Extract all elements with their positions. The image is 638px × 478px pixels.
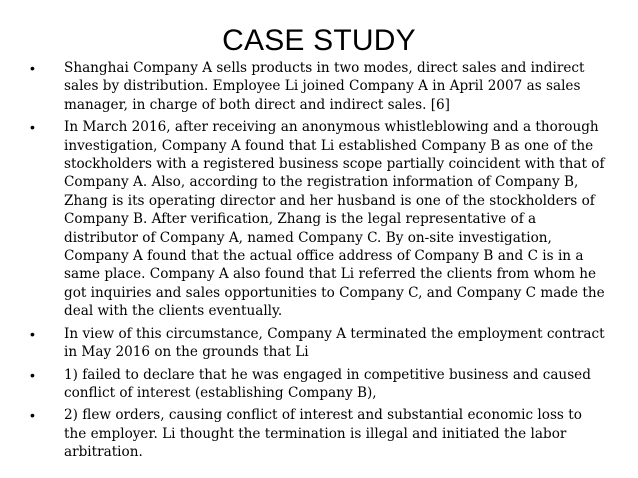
- list-item: [30, 406, 605, 461]
- bullet-text: In March 2016, after receiving an anonymous whistleblowing and a thorough investigation, Company A found that Li established Company B as one of the stockholders with a registered business scope partially coincident with that of Company A. Also, according to the registration information of Company B, Zhang is its operating director and her husband is one of the stockholders of Company B. After verification, Zhang is the legal representative of a distributor of Company A, named Company C. By on-site investigation, Company A found that the actual office address of Company B and C is in a same place. Company A also found that Li referred the clients from whom he got inquiries and sales opportunities to Company C, and Company C made the deal with the clients eventually.: [64, 119, 605, 320]
- bullet-dot-icon: •: [30, 60, 35, 76]
- list-item: [30, 366, 605, 403]
- bullet-text: 1) failed to declare that he was engaged in competitive business and caused conflict of interest (establishing Company B),: [64, 366, 591, 401]
- bullet-dot-icon: •: [30, 366, 35, 383]
- bullet-list: [30, 59, 605, 466]
- bullet-text: Shanghai Company A sells products in two modes, direct sales and indirect sales by distribution. Employee Li joined Company A in April 2007 as sales manager, in charge of both direct and indirect sales. [6]: [64, 60, 585, 113]
- list-item: [30, 118, 605, 320]
- bullet-text: In view of this circumstance, Company A terminated the employment contract in May 2016 on the grounds that Li: [64, 325, 605, 361]
- bullet-text: 2) flew orders, causing conflict of interest and substantial economic loss to the employer. Li thought the termination is illegal and initiated the labor arbitration.: [64, 407, 582, 461]
- slide-title: CASE STUDY: [222, 24, 416, 57]
- bullet-dot-icon: •: [30, 119, 35, 136]
- bullet-dot-icon: •: [30, 325, 35, 342]
- list-item: [30, 59, 605, 114]
- list-item: [30, 325, 605, 362]
- bullet-dot-icon: •: [30, 407, 35, 424]
